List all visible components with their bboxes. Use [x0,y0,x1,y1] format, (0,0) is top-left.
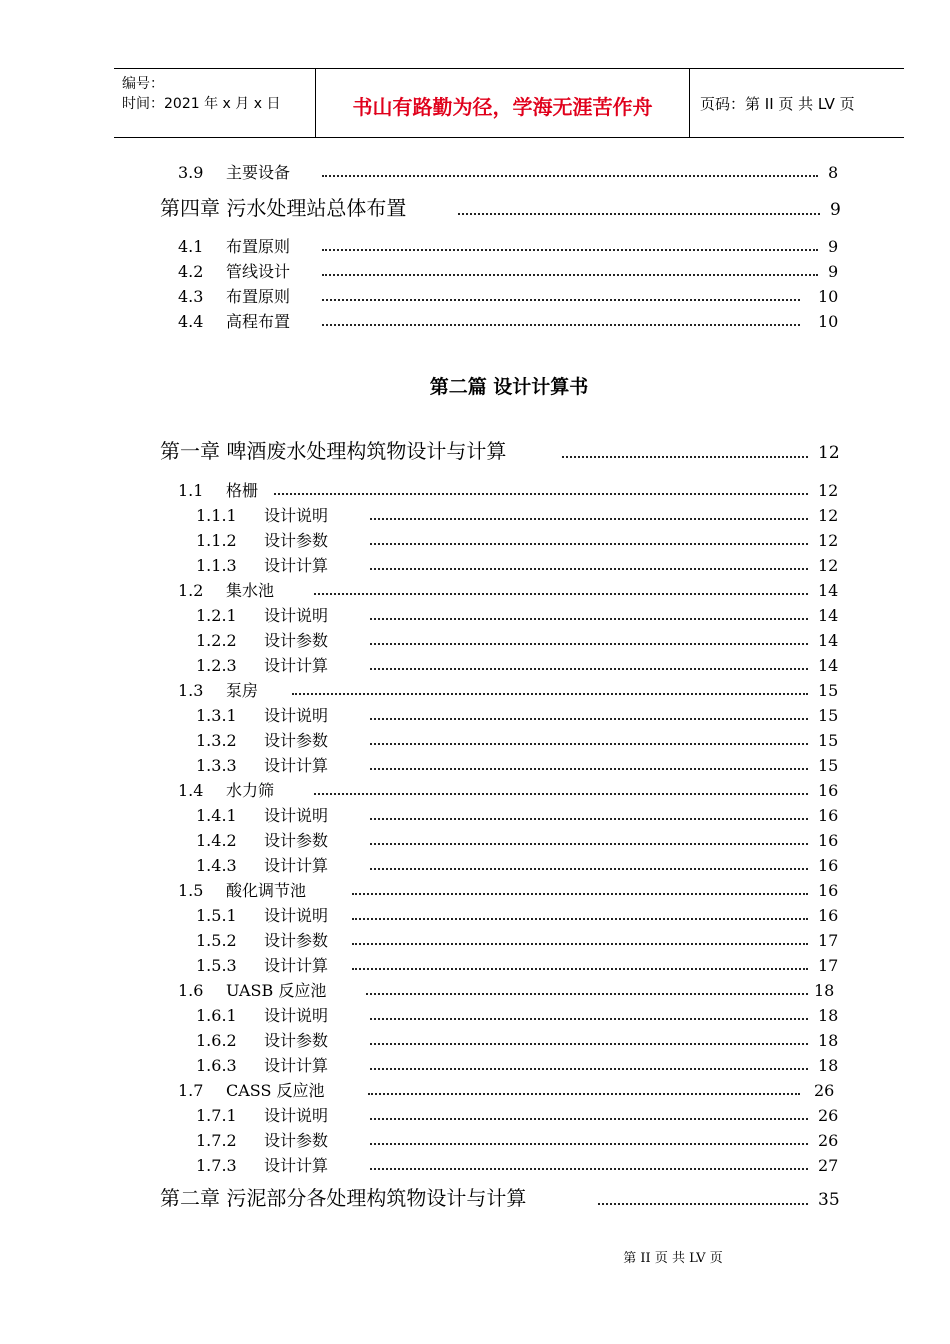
header-page-number: 页码：第 II 页 共 LV 页 [700,95,855,113]
toc-page-number: 14 [818,631,839,650]
toc-leader-dots [352,968,808,970]
toc-page-number: 18 [814,981,835,1000]
toc-row [178,1080,880,1102]
toc-page-number: 14 [818,656,839,675]
toc-entry-number: 1.4 [178,781,204,800]
toc-entry-text [196,805,328,827]
toc-page-number: 16 [818,881,839,900]
toc-entry-title: 设计参数 [264,1131,329,1150]
toc-row [196,1055,880,1077]
toc-entry-text [178,780,274,802]
toc-entry-text [160,1186,526,1210]
toc-chapter-row [160,439,880,465]
toc-entry-text [196,605,328,627]
toc-leader-dots [370,1168,808,1170]
toc-leader-dots [370,768,808,770]
toc-page-number: 26 [818,1106,839,1125]
toc-entry-title: 管线设计 [226,262,291,281]
toc-entry-text [196,505,328,527]
toc-entry-title: 设计计算 [264,656,329,675]
toc-page-number: 16 [818,806,839,825]
toc-entry-number: 1.5.2 [196,931,237,950]
toc-entry-title: 设计参数 [264,831,329,850]
toc-page-number: 9 [828,237,839,256]
toc-entry-text [178,680,258,702]
toc-entry-text [196,555,328,577]
toc-page-number: 10 [818,312,839,331]
toc-page-number: 17 [818,956,839,975]
toc-entry-title: 设计计算 [264,756,329,775]
toc-entry-number: 1.7.1 [196,1106,237,1125]
toc-leader-dots [370,718,808,720]
toc-page-number: 17 [818,931,839,950]
toc-entry-text [196,655,328,677]
toc-entry-text [196,1105,328,1127]
toc-entry-text [178,236,290,258]
toc-entry-text [196,730,328,752]
toc-entry-text [178,286,290,308]
toc-entry-title: 设计参数 [264,631,329,650]
toc-leader-dots [370,568,808,570]
toc-page-number: 9 [830,200,841,220]
toc-leader-dots [370,1018,808,1020]
toc-entry-title: 泵房 [226,681,259,700]
toc-entry-number: 1.5 [178,881,204,900]
toc-entry-number: 1.2.2 [196,631,237,650]
toc-entry-title: 设计计算 [264,956,329,975]
toc-page-number: 12 [818,481,839,500]
toc-row [196,605,880,627]
toc-leader-dots [370,518,808,520]
toc-leader-dots [368,1093,800,1095]
toc-entry-title: 布置原则 [226,287,291,306]
toc-entry-number: 1.4.1 [196,806,237,825]
toc-leader-dots [370,1118,808,1120]
toc-entry-number: 4.4 [178,312,204,331]
toc-page-number: 16 [818,781,839,800]
toc-leader-dots [370,668,808,670]
toc-leader-dots [370,743,808,745]
toc-page-number: 16 [818,831,839,850]
toc-entry-number: 1.6.2 [196,1031,237,1050]
toc-entry-text [178,261,290,283]
page-footer: 第 II 页 共 LV 页 [623,1251,723,1266]
toc-leader-dots [370,618,808,620]
toc-entry-title: 格栅 [226,481,259,500]
toc-row [196,1105,880,1127]
toc-entry-text [196,855,328,877]
toc-row [196,530,880,552]
toc-entry-title: 高程布置 [226,312,291,331]
toc-entry-number: 1.5.3 [196,956,237,975]
toc-row [196,655,880,677]
toc-page-number: 15 [818,731,839,750]
toc-entry-number: 1.6.1 [196,1006,237,1025]
toc-entry-text [178,580,274,602]
toc-entry-number: 1.7.2 [196,1131,237,1150]
toc-leader-dots [314,593,808,595]
toc-entry-title: 集水池 [226,581,275,600]
toc-page-number: 15 [818,706,839,725]
toc-entry-text [178,980,326,1002]
toc-leader-dots [274,493,808,495]
toc-entry-text [196,755,328,777]
toc-entry-title: CASS 反应池 [226,1081,325,1100]
toc-row [196,855,880,877]
toc-row [196,630,880,652]
toc-row [196,1130,880,1152]
toc-entry-number: 4.2 [178,262,204,281]
toc-entry-text [196,930,328,952]
toc-leader-dots [370,818,808,820]
toc-leader-dots [366,993,808,995]
toc-entry-text [196,1155,328,1177]
toc-row [178,162,880,184]
toc-entry-number: 1.6 [178,981,204,1000]
toc-leader-dots [322,249,818,251]
toc-entry-title: 设计参数 [264,1031,329,1050]
toc-entry-title: UASB 反应池 [226,981,327,1000]
toc-page-number: 26 [818,1131,839,1150]
toc-page-number: 35 [818,1190,840,1210]
toc-entry-text [196,1130,328,1152]
header-motto: 书山有路勤为径，学海无涯苦作舟 [352,95,653,119]
toc-leader-dots [352,943,808,945]
toc-entry-text [196,630,328,652]
toc-leader-dots [562,456,808,458]
toc-leader-dots [352,918,808,920]
toc-leader-dots [598,1203,808,1205]
toc-leader-dots [322,299,800,301]
toc-row [196,830,880,852]
toc-leader-dots [292,693,808,695]
toc-page-number: 15 [818,681,839,700]
toc-page-number: 14 [818,581,839,600]
toc-entry-title: 第四章 污水处理站总体布置 [160,196,407,220]
toc-entry-number: 1.3.1 [196,706,237,725]
toc-page-number: 18 [818,1031,839,1050]
toc-leader-dots [370,843,808,845]
toc-page-number: 16 [818,906,839,925]
toc-entry-title: 设计说明 [264,706,329,725]
toc-chapter-row [160,196,880,222]
toc-entry-text [196,955,328,977]
toc-entry-number: 1.1.2 [196,531,237,550]
doc-number-label: 编号： [122,76,164,92]
toc-entry-number: 1.4.2 [196,831,237,850]
toc-row [196,1155,880,1177]
toc-row [178,480,880,502]
toc-entry-number: 1.5.1 [196,906,237,925]
toc-entry-text [196,830,328,852]
toc-entry-title: 酸化调节池 [226,881,307,900]
toc-row [196,905,880,927]
toc-entry-number: 4.3 [178,287,204,306]
toc-entry-title: 设计说明 [264,906,329,925]
toc-row [178,236,880,258]
toc-leader-dots [370,643,808,645]
toc-row [178,580,880,602]
toc-leader-dots [352,893,808,895]
toc-entry-title: 设计计算 [264,856,329,875]
toc-page-number: 18 [818,1056,839,1075]
toc-page-number: 12 [818,443,840,463]
header-meta-cell [114,69,316,137]
toc-entry-title: 设计参数 [264,731,329,750]
toc-entry-number: 1.2.3 [196,656,237,675]
toc-row [196,730,880,752]
toc-entry-title: 设计说明 [264,1106,329,1125]
toc-page-number: 16 [818,856,839,875]
toc-entry-text [196,1055,328,1077]
toc-entry-number: 1.1.3 [196,556,237,575]
toc-leader-dots [322,324,800,326]
toc-row [196,555,880,577]
toc-entry-title: 设计说明 [264,606,329,625]
toc-row [196,1030,880,1052]
toc-entry-number: 3.9 [178,163,204,182]
toc-entry-title: 主要设备 [226,163,291,182]
toc-row [196,505,880,527]
toc-entry-title: 设计参数 [264,531,329,550]
toc-page-number: 14 [818,606,839,625]
toc-entry-text [178,880,306,902]
toc-entry-title: 设计计算 [264,1156,329,1175]
toc-page-number: 8 [828,163,839,182]
toc-entry-text [178,162,290,184]
toc-entry-number: 1.3.3 [196,756,237,775]
toc-entry-text [160,439,506,463]
toc-row [196,955,880,977]
toc-page-number: 26 [814,1081,835,1100]
toc-entry-number: 1.1.1 [196,506,237,525]
toc-entry-number: 1.7 [178,1081,204,1100]
toc-row [178,261,880,283]
toc-row [178,286,880,308]
toc-entry-title: 第一章 啤酒废水处理构筑物设计与计算 [160,439,507,463]
toc-entry-text [160,196,406,220]
toc-leader-dots [458,213,820,215]
toc-entry-number: 1.3.2 [196,731,237,750]
toc-entry-text [196,1005,328,1027]
part-title: 第二篇 设计计算书 [429,376,589,398]
toc-entry-number: 1.7.3 [196,1156,237,1175]
header-motto-cell [316,69,690,137]
toc-leader-dots [370,543,808,545]
toc-leader-dots [322,175,818,177]
toc-entry-title: 设计计算 [264,556,329,575]
toc-leader-dots [322,274,818,276]
toc-row [196,930,880,952]
toc-entry-title: 设计说明 [264,506,329,525]
toc-entry-title: 设计说明 [264,1006,329,1025]
toc-entry-text [196,530,328,552]
toc-entry-title: 布置原则 [226,237,291,256]
toc-entry-number: 1.3 [178,681,204,700]
toc-entry-text [196,905,328,927]
toc-entry-title: 设计参数 [264,931,329,950]
doc-date-label: 时间：2021 年 x 月 x 日 [122,96,281,112]
toc-page-number: 27 [818,1156,839,1175]
toc-row [178,780,880,802]
toc-row [178,980,880,1002]
toc-leader-dots [370,1068,808,1070]
toc-leader-dots [370,1143,808,1145]
toc-page-number: 15 [818,756,839,775]
toc-entry-title: 水力筛 [226,781,275,800]
toc-page-number: 18 [818,1006,839,1025]
toc-entry-title: 第二章 污泥部分各处理构筑物设计与计算 [160,1186,527,1210]
toc-page-number: 12 [818,506,839,525]
toc-leader-dots [370,1043,808,1045]
toc-entry-number: 1.4.3 [196,856,237,875]
toc-row [196,1005,880,1027]
toc-entry-text [178,1080,325,1102]
toc-entry-text [178,480,258,502]
toc-row [178,880,880,902]
page-header [114,68,904,138]
toc-entry-title: 设计说明 [264,806,329,825]
header-page-cell [690,69,904,137]
toc-entry-number: 1.6.3 [196,1056,237,1075]
toc-entry-number: 1.1 [178,481,204,500]
toc-chapter-row [160,1186,880,1212]
toc-row [196,705,880,727]
toc-page-number: 12 [818,556,839,575]
toc-page-number: 10 [818,287,839,306]
toc-page-number: 12 [818,531,839,550]
toc-leader-dots [370,868,808,870]
toc-entry-number: 4.1 [178,237,204,256]
toc-entry-text [178,311,290,333]
toc-entry-text [196,1030,328,1052]
toc-page-number: 9 [828,262,839,281]
toc-row [178,311,880,333]
toc-entry-number: 1.2 [178,581,204,600]
toc-entry-number: 1.2.1 [196,606,237,625]
toc-row [196,755,880,777]
toc-entry-text [196,705,328,727]
toc-entry-title: 设计计算 [264,1056,329,1075]
toc-leader-dots [314,793,808,795]
toc-row [196,805,880,827]
toc-row [178,680,880,702]
